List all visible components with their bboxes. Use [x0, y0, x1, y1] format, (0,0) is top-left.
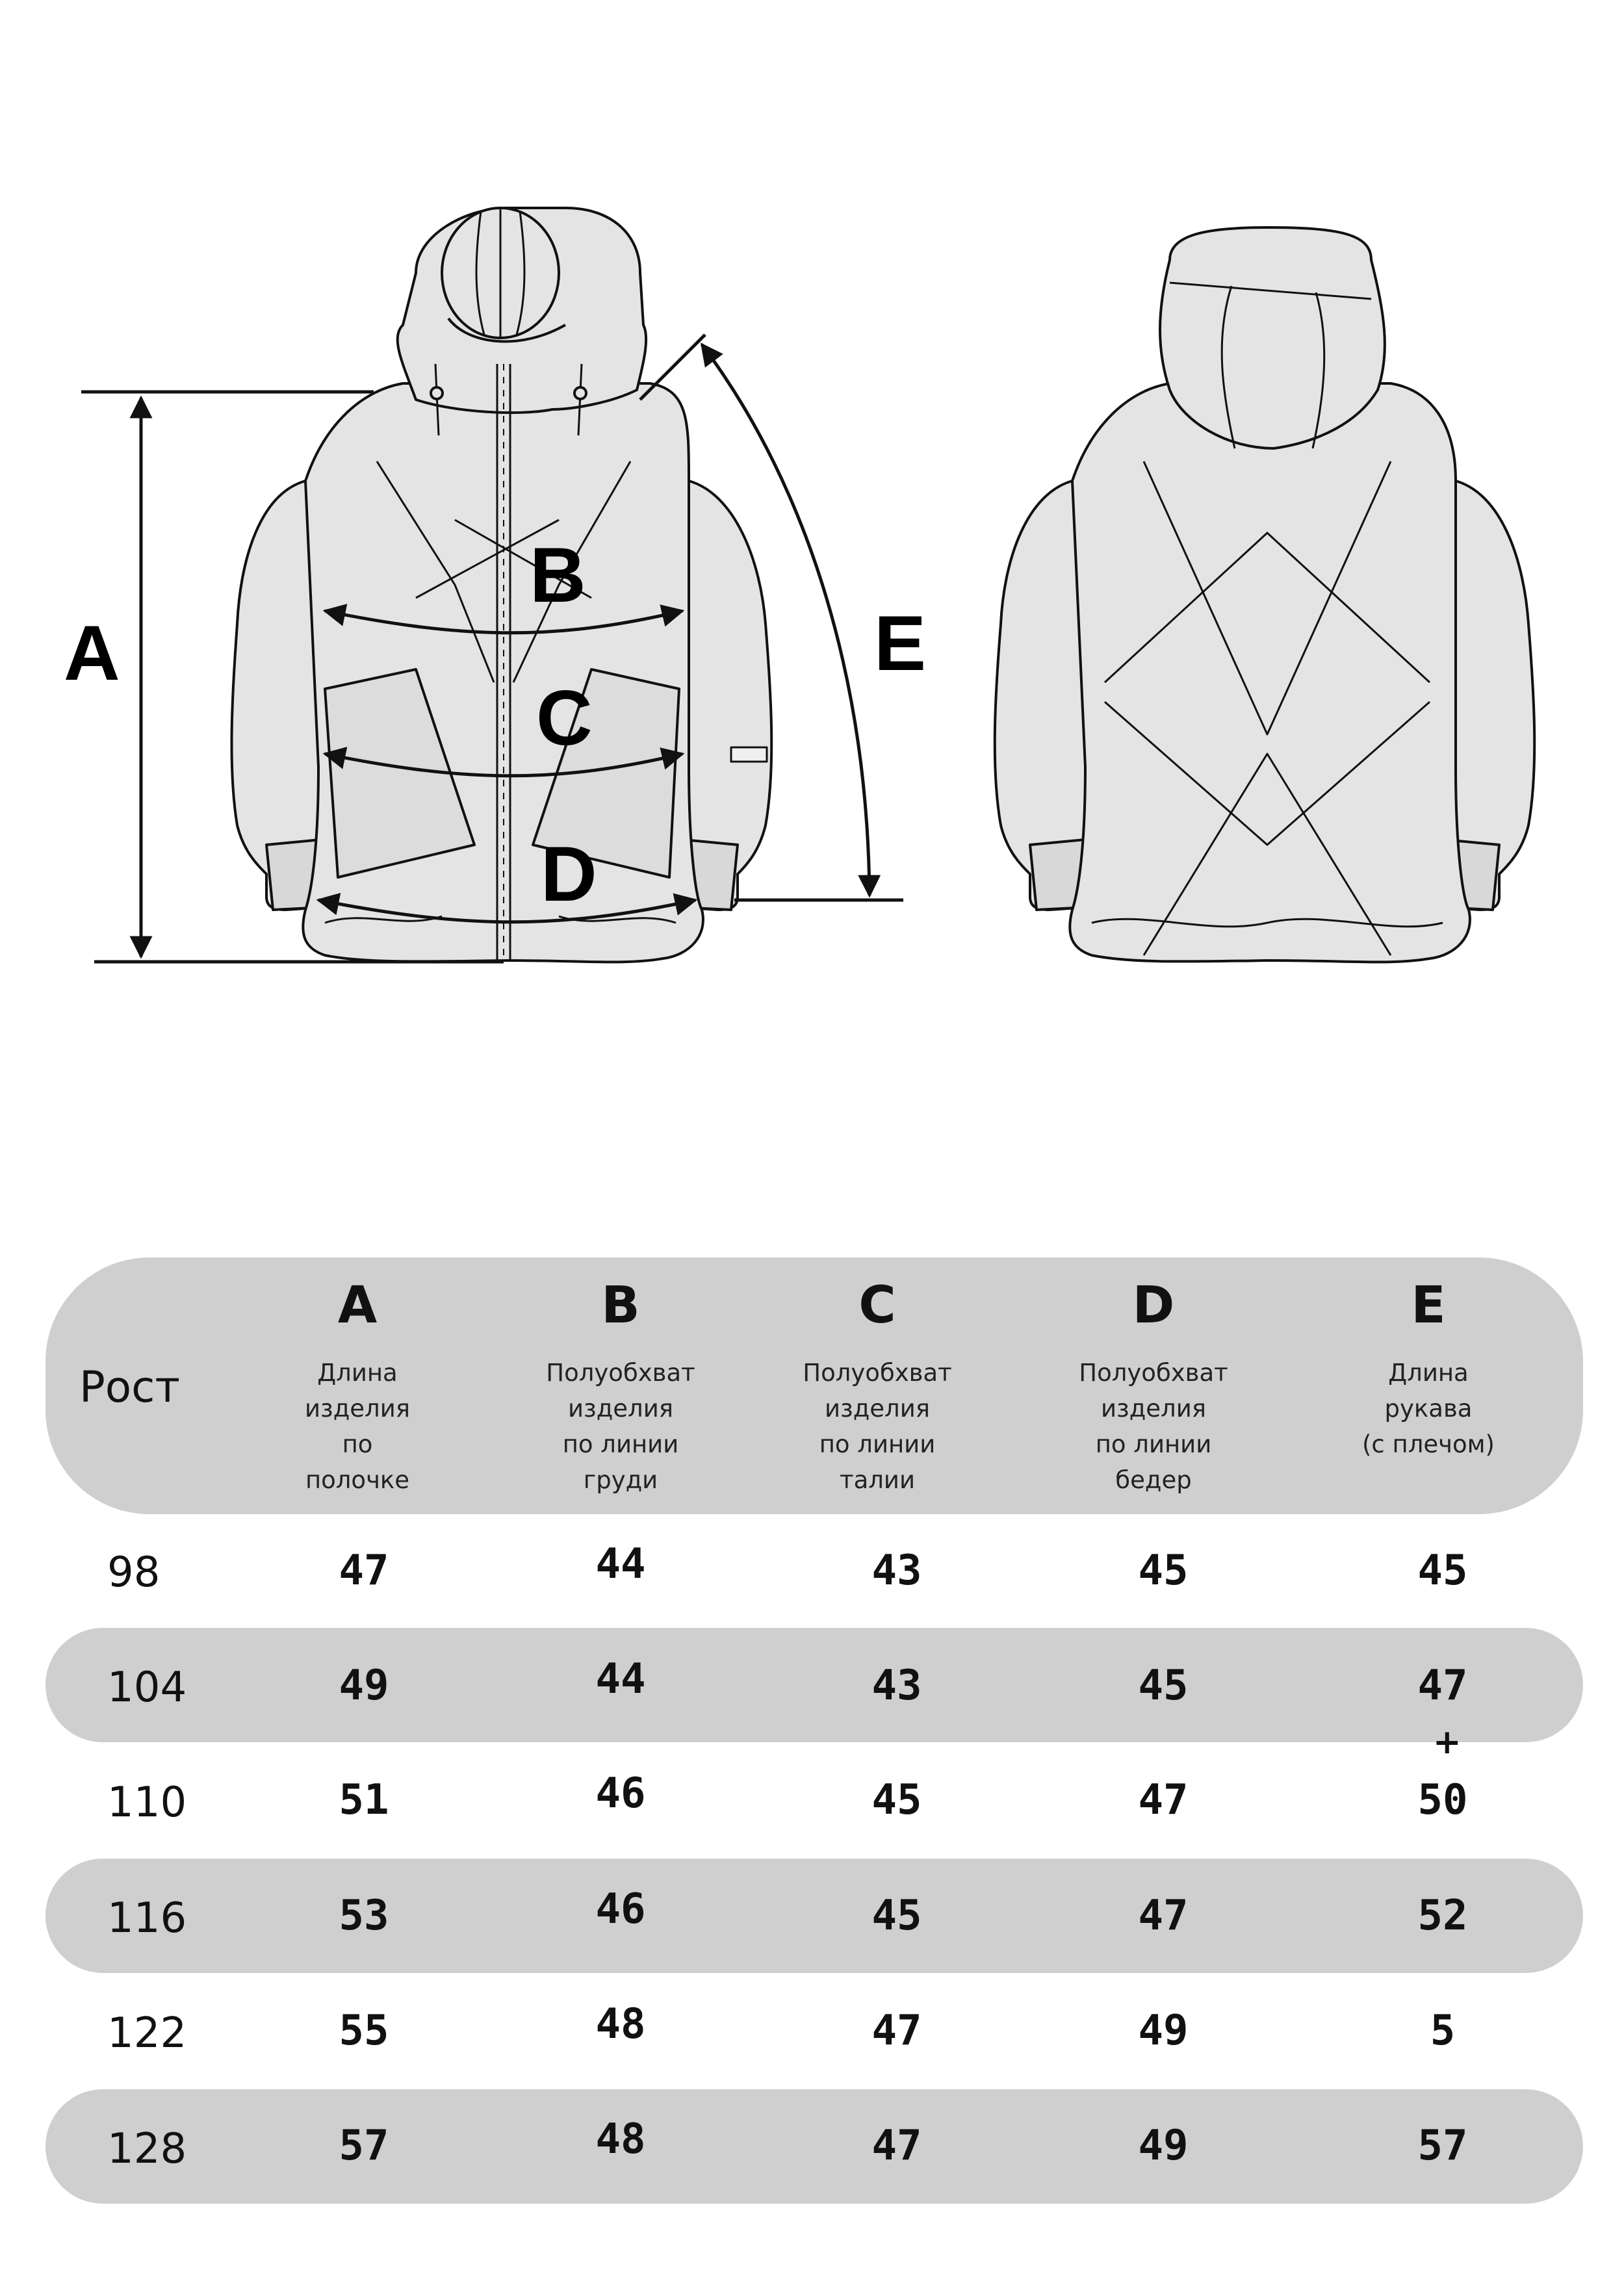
value-a: 57 — [339, 2122, 389, 2170]
back-hood — [1160, 227, 1385, 448]
value-e: 50 — [1417, 1776, 1468, 1824]
column-letter: B — [601, 1276, 640, 1335]
value-b: 44 — [595, 1540, 646, 1588]
column-letter: E — [1411, 1276, 1446, 1335]
value-b: 48 — [595, 2000, 646, 2048]
value-e: 47 — [1417, 1662, 1468, 1710]
column-description: Полуобхват изделия по линии груди — [546, 1359, 695, 1494]
value-b: 44 — [595, 1655, 646, 1703]
value-a: 53 — [339, 1892, 389, 1940]
label-e: E — [874, 600, 927, 687]
label-b: B — [530, 532, 586, 619]
value-e: 5 — [1430, 2007, 1456, 2055]
label-d: D — [541, 831, 597, 918]
value-c: 45 — [871, 1776, 922, 1824]
height-cell: 122 — [107, 2009, 187, 2057]
column-letter: C — [858, 1276, 896, 1335]
value-d: 47 — [1138, 1892, 1189, 1940]
column-description: Полуобхват изделия по линии бедер — [1079, 1359, 1228, 1494]
value-e: 52 — [1417, 1892, 1468, 1940]
plus-mark: + — [1433, 1723, 1462, 1762]
column-letter: D — [1132, 1276, 1175, 1335]
value-d: 49 — [1138, 2007, 1189, 2055]
height-column-header: Рост — [79, 1362, 180, 1412]
value-a: 51 — [339, 1776, 389, 1824]
table-row-band — [45, 1628, 1583, 1742]
value-c: 43 — [871, 1547, 922, 1595]
column-letter: A — [337, 1276, 378, 1335]
value-a: 49 — [339, 1662, 389, 1710]
value-b: 48 — [595, 2115, 646, 2163]
label-c: C — [536, 675, 593, 762]
height-cell: 104 — [107, 1664, 187, 1712]
column-description: Длина рукава (с плечом) — [1362, 1359, 1495, 1458]
value-b: 46 — [595, 1770, 646, 1818]
value-d: 49 — [1138, 2122, 1189, 2170]
value-c: 47 — [871, 2007, 922, 2055]
jacket-front-view — [231, 208, 771, 962]
height-cell: 116 — [107, 1894, 187, 1942]
table-row-band — [45, 2089, 1583, 2204]
value-c: 45 — [871, 1892, 922, 1940]
table-row-band — [45, 1859, 1583, 1973]
value-a: 47 — [339, 1547, 389, 1595]
value-a: 55 — [339, 2007, 389, 2055]
line-e-top — [640, 335, 705, 400]
value-d: 45 — [1138, 1547, 1189, 1595]
jacket-back-view — [995, 227, 1534, 962]
column-description: Полуобхват изделия по линии талии — [803, 1359, 952, 1494]
value-e: 45 — [1417, 1547, 1468, 1595]
value-c: 47 — [871, 2122, 922, 2170]
column-description: Длина изделия по полочке — [304, 1359, 411, 1494]
jacket-diagram — [0, 0, 1624, 1105]
value-d: 45 — [1138, 1662, 1189, 1710]
label-a: A — [64, 610, 120, 697]
back-body — [1070, 383, 1470, 962]
height-cell: 98 — [107, 1549, 161, 1597]
height-cell: 110 — [107, 1779, 187, 1827]
value-c: 43 — [871, 1662, 922, 1710]
height-cell: 128 — [107, 2125, 187, 2173]
value-b: 46 — [595, 1885, 646, 1933]
value-d: 47 — [1138, 1776, 1189, 1824]
value-e: 57 — [1417, 2122, 1468, 2170]
